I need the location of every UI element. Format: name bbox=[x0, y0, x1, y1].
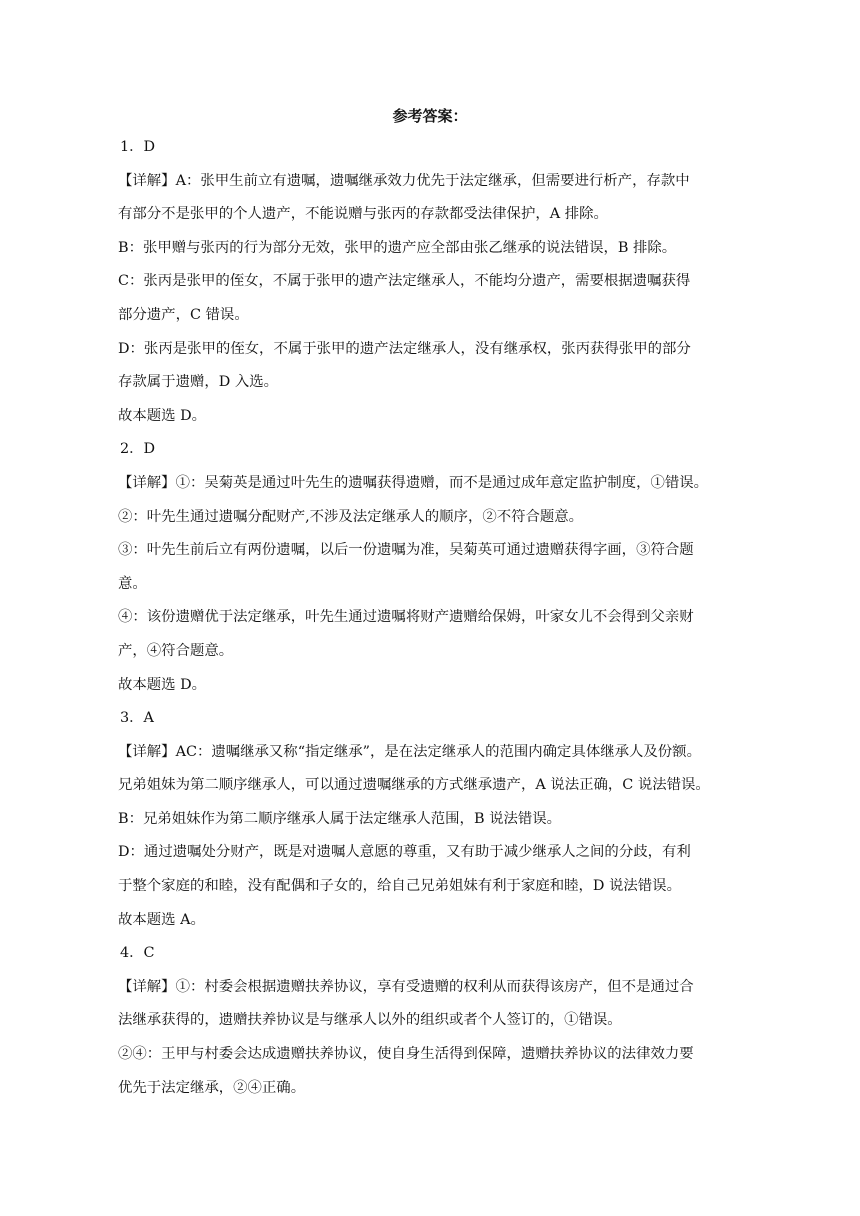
explanation-line: ④：该份遗赠优于法定继承，叶先生通过遗嘱将财产遗赠给保姆，叶家女儿不会得到父亲财 bbox=[118, 609, 694, 626]
explanation-line: ③：叶先生前后立有两份遗嘱，以后一份遗嘱为准，吴菊英可通过遗赠获得字画，③符合题 bbox=[118, 542, 694, 559]
explanation-line: D：通过遗嘱处分财产，既是对遗嘱人意愿的尊重，又有助于减少继承人之间的分歧，有利 bbox=[118, 844, 691, 861]
conclusion-line: 故本题选 D。 bbox=[118, 407, 207, 424]
page-title: 参考答案： bbox=[392, 107, 468, 125]
explanation-line: 【详解】AC：遗嘱继承又称“指定继承”，是在法定继承人的范围内确定具体继承人及份额。 bbox=[118, 743, 701, 760]
explanation-line: B：兄弟姐妹作为第二顺序继承人属于法定继承人范围，B 说法错误。 bbox=[118, 810, 562, 827]
answer-number: 3．A bbox=[120, 710, 154, 727]
explanation-line: 存款属于遗赠，D 入选。 bbox=[118, 374, 279, 391]
answer-number: 2．D bbox=[120, 441, 156, 458]
answer-number: 1．D bbox=[120, 139, 156, 155]
answer-number: 4．C bbox=[120, 945, 155, 962]
explanation-line: ②：叶先生通过遗嘱分配财产,不涉及法定继承人的顺序，②不符合题意。 bbox=[118, 508, 584, 525]
conclusion-line: 故本题选 A。 bbox=[118, 911, 205, 928]
explanation-line: 部分遗产，C 错误。 bbox=[118, 306, 249, 323]
explanation-line: B：张甲赠与张丙的行为部分无效，张甲的遗产应全部由张乙继承的说法错误，B 排除。 bbox=[118, 239, 677, 256]
explanation-line: 有部分不是张甲的个人遗产，不能说赠与张丙的存款都受法律保护，A 排除。 bbox=[118, 206, 608, 223]
explanation-line: 意。 bbox=[118, 575, 147, 592]
explanation-line: 产，④符合题意。 bbox=[118, 642, 234, 659]
explanation-line: 于整个家庭的和睦，没有配偶和子女的，给自己兄弟姐妹有利于家庭和睦，D 说法错误。 bbox=[118, 878, 681, 895]
explanation-line: 【详解】①：吴菊英是通过叶先生的遗嘱获得遗赠，而不是通过成年意定监护制度，①错误。 bbox=[118, 474, 709, 491]
explanation-line: ②④：王甲与村委会达成遗赠扶养协议，使自身生活得到保障，遗赠扶养协议的法律效力要 bbox=[118, 1046, 694, 1063]
explanation-line: 【详解】①：村委会根据遗赠扶养协议，享有受遗赠的权利从而获得该房产，但不是通过合 bbox=[118, 978, 694, 995]
explanation-line: 优先于法定继承，②④正确。 bbox=[118, 1079, 306, 1096]
explanation-line: 兄弟姐妹为第二顺序继承人，可以通过遗嘱继承的方式继承遗产，A 说法正确，C 说法错误。 bbox=[118, 777, 710, 794]
explanation-line: 法继承获得的，遗赠扶养协议是与继承人以外的组织或者个人签订的，①错误。 bbox=[118, 1012, 622, 1029]
explanation-line: 【详解】A：张甲生前立有遗嘱，遗嘱继承效力优先于法定继承，但需要进行析产，存款中 bbox=[118, 172, 690, 189]
conclusion-line: 故本题选 D。 bbox=[118, 676, 207, 693]
answer-body bbox=[118, 131, 740, 1105]
explanation-line: C：张丙是张甲的侄女，不属于张甲的遗产法定继承人，不能均分遗产，需要根据遗嘱获得 bbox=[118, 273, 691, 290]
explanation-line: D：张丙是张甲的侄女，不属于张甲的遗产法定继承人，没有继承权，张丙获得张甲的部分 bbox=[118, 340, 691, 357]
